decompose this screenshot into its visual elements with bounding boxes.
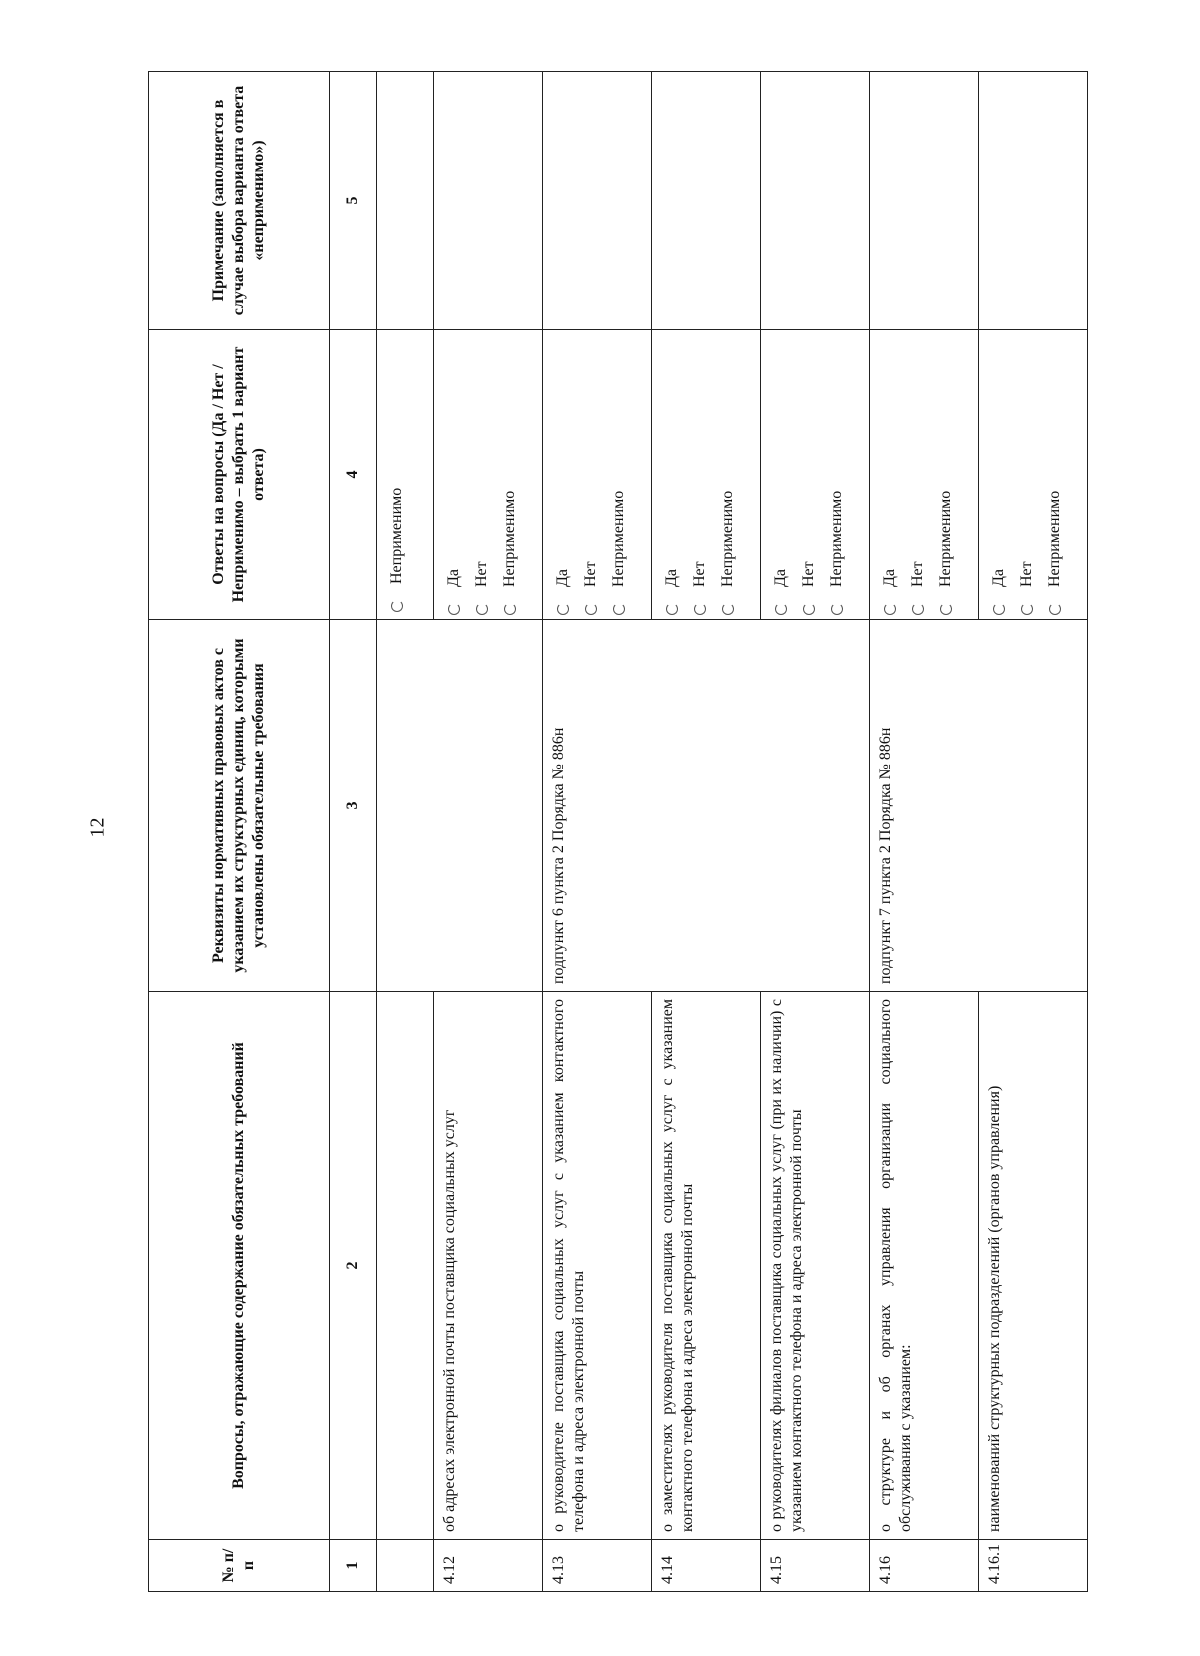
row-answers (543, 330, 652, 620)
radio-icon[interactable] (831, 603, 843, 615)
row-question: о заместителях руководителя поставщика социальных услуг с указанием контактного телефона и адреса электронной почты (652, 992, 761, 1540)
answer-option-na[interactable]: Неприменимо (605, 337, 633, 615)
table-row (543, 72, 652, 1592)
radio-icon[interactable] (940, 603, 952, 615)
row-num: 4.13 (543, 1540, 652, 1592)
page-number: 12 (86, 817, 109, 838)
row-note (434, 72, 543, 330)
row-note (377, 72, 434, 330)
row-ref (652, 620, 761, 992)
row-question: о руководителе поставщика социальных услуг с указанием контактного телефона и адреса электронной почты (543, 992, 652, 1540)
row-num: 4.12 (434, 1540, 543, 1592)
radio-icon[interactable] (613, 603, 625, 615)
row-question: о руководителях филиалов поставщика социальных услуг (при их наличии) с указанием контактного телефона и адреса электронной почты (761, 992, 870, 1540)
answer-option-yes[interactable]: Да (767, 337, 795, 615)
header-questions: Вопросы, отражающие содержание обязательных требований (149, 992, 330, 1540)
answer-option-yes[interactable]: Да (876, 337, 904, 615)
table-row (870, 72, 979, 1592)
row-answers (652, 330, 761, 620)
answer-option-na[interactable]: Неприменимо (714, 337, 742, 615)
row-answers (979, 330, 1088, 620)
radio-icon[interactable] (448, 603, 460, 615)
requirements-table (148, 71, 1088, 1592)
answer-option-yes[interactable]: Да (658, 337, 686, 615)
radio-icon[interactable] (775, 603, 787, 615)
row-question: об адресах электронной почты поставщика социальных услуг (434, 992, 543, 1540)
radio-icon[interactable] (557, 603, 569, 615)
radio-icon[interactable] (391, 600, 403, 612)
row-ref (761, 620, 870, 992)
answer-option-yes[interactable]: Да (549, 337, 577, 615)
row-num (377, 1540, 434, 1592)
row-question (377, 992, 434, 1540)
row-question: о структуре и об органах управления организации социального обслуживания с указанием: (870, 992, 979, 1540)
table-header-row (149, 72, 330, 1592)
row-answers (870, 330, 979, 620)
radio-icon[interactable] (722, 603, 734, 615)
header-legal-refs: Реквизиты нормативных правовых актов с указанием их структурных единиц, которыми установлены обязательные требования (149, 620, 330, 992)
answer-option-yes[interactable]: Да (985, 337, 1013, 615)
row-num: 4.16.1 (979, 1540, 1088, 1592)
row-note (543, 72, 652, 330)
header-notes: Примечание (заполняется в случае выбора варианта ответа «неприменимо») (149, 72, 330, 330)
col-number: 5 (330, 72, 377, 330)
radio-icon[interactable] (694, 603, 706, 615)
row-ref (979, 620, 1088, 992)
row-answers (434, 330, 543, 620)
answer-option-na[interactable]: Неприменимо (823, 337, 851, 615)
answer-option-na[interactable]: Неприменимо (1041, 337, 1069, 615)
col-number: 1 (330, 1540, 377, 1592)
answer-option-no[interactable]: Нет (1013, 337, 1041, 615)
answer-option-yes[interactable]: Да (440, 337, 468, 615)
col-number: 3 (330, 620, 377, 992)
answer-option-no[interactable]: Нет (468, 337, 496, 615)
row-num: 4.15 (761, 1540, 870, 1592)
row-note (870, 72, 979, 330)
answer-option-no[interactable]: Нет (686, 337, 714, 615)
column-number-row (330, 72, 377, 1592)
table-row (652, 72, 761, 1592)
col-number: 2 (330, 992, 377, 1540)
row-note (652, 72, 761, 330)
row-ref (377, 620, 434, 992)
answer-option-na[interactable]: Неприменимо (496, 337, 524, 615)
table-row (979, 72, 1088, 1592)
row-note (761, 72, 870, 330)
radio-icon[interactable] (803, 603, 815, 615)
table-row (377, 72, 434, 1592)
row-ref (434, 620, 543, 992)
rotated-table-wrapper (148, 72, 1168, 1592)
row-answers (377, 330, 434, 620)
header-answers: Ответы на вопросы (Да / Нет / Неприменимо – выбрать 1 вариант ответа) (149, 330, 330, 620)
answer-option-no[interactable]: Нет (795, 337, 823, 615)
radio-icon[interactable] (993, 603, 1005, 615)
radio-icon[interactable] (666, 603, 678, 615)
radio-icon[interactable] (912, 603, 924, 615)
radio-icon[interactable] (585, 603, 597, 615)
row-answers (761, 330, 870, 620)
row-note (979, 72, 1088, 330)
radio-icon[interactable] (884, 603, 896, 615)
table-row (761, 72, 870, 1592)
answer-option-na[interactable]: Неприменимо (932, 337, 960, 615)
answer-option-no[interactable]: Нет (577, 337, 605, 615)
answer-option-no[interactable]: Нет (904, 337, 932, 615)
row-num: 4.14 (652, 1540, 761, 1592)
radio-icon[interactable] (504, 603, 516, 615)
row-num: 4.16 (870, 1540, 979, 1592)
row-ref: подпункт 7 пункта 2 Порядка № 886н (870, 620, 979, 992)
answer-option[interactable]: Неприменимо (383, 337, 411, 612)
row-question: наименований структурных подразделений (органов управления) (979, 992, 1088, 1540)
radio-icon[interactable] (1021, 603, 1033, 615)
radio-icon[interactable] (476, 603, 488, 615)
row-ref: подпункт 6 пункта 2 Порядка № 886н (543, 620, 652, 992)
radio-icon[interactable] (1049, 603, 1061, 615)
header-num: № п/п (149, 1540, 330, 1592)
table-row (434, 72, 543, 1592)
col-number: 4 (330, 330, 377, 620)
